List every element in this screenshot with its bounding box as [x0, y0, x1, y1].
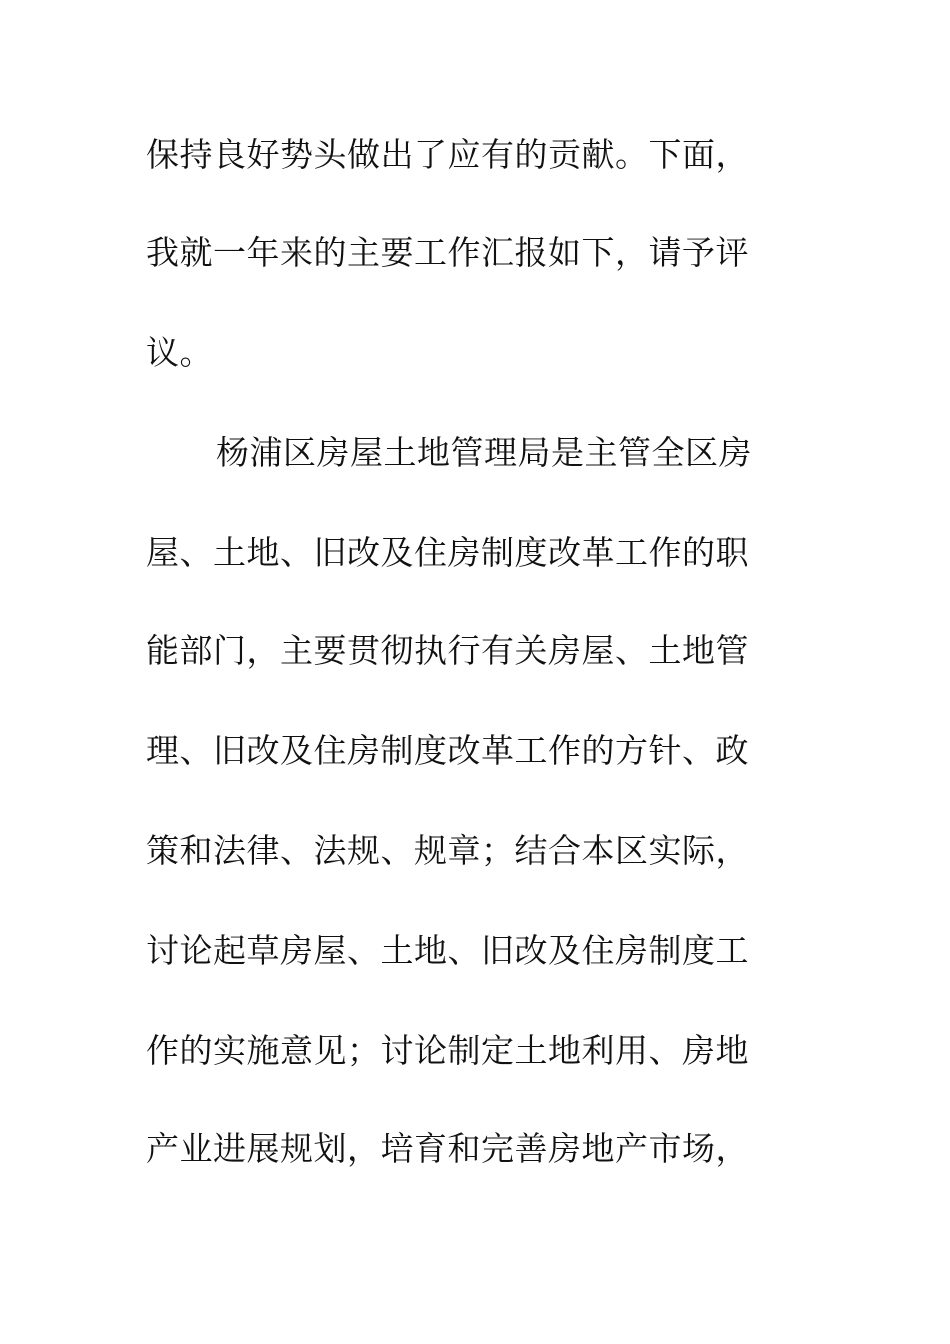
text-line: 作的实施意见；讨论制定土地利用、房地 — [146, 1031, 749, 1070]
text-line: 屋、土地、旧改及住房制度改革工作的职 — [146, 533, 749, 572]
text-line: 产业进展规划，培育和完善房地产市场， — [146, 1129, 749, 1168]
text-line: 策和法律、法规、规章；结合本区实际， — [146, 831, 749, 870]
text-line: 讨论起草房屋、土地、旧改及住房制度工 — [146, 931, 749, 970]
text-line: 能部门，主要贯彻执行有关房屋、土地管 — [146, 631, 749, 670]
text-line: 议。 — [146, 333, 213, 372]
text-line-indented: 杨浦区房屋土地管理局是主管全区房 — [216, 433, 752, 472]
text-line: 保持良好势头做出了应有的贡献。下面， — [146, 135, 749, 174]
text-line: 理、旧改及住房制度改革工作的方针、政 — [146, 731, 749, 770]
text-line: 我就一年来的主要工作汇报如下，请予评 — [146, 233, 749, 272]
